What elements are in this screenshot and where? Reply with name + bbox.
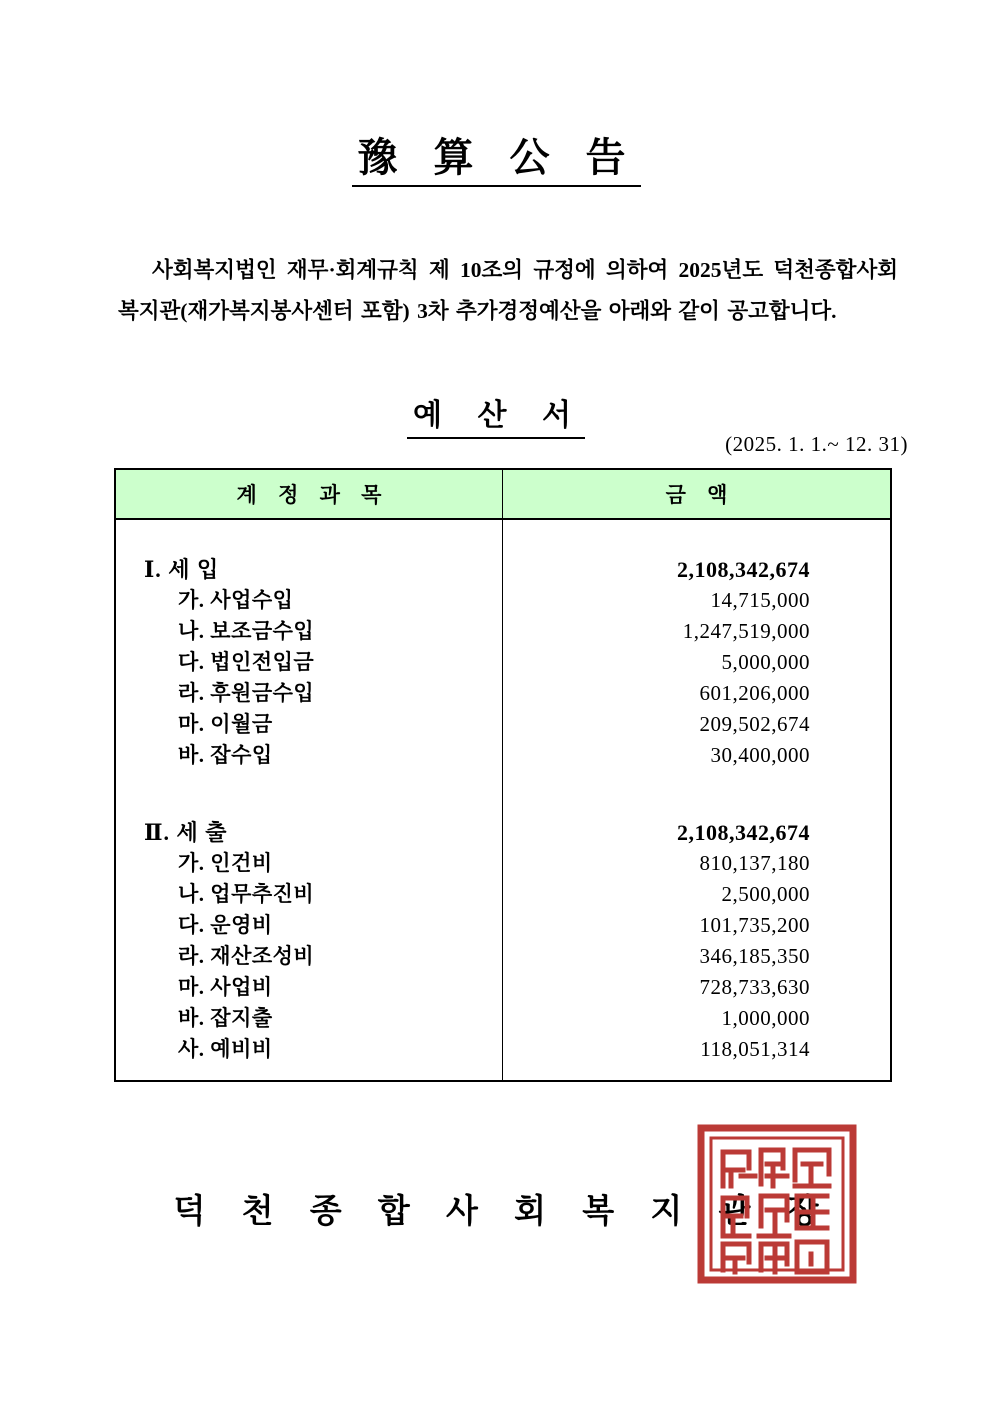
amount-value: 14,715,000	[710, 588, 810, 612]
list-item: 나. 보조금수입	[178, 619, 315, 643]
amount-value: 30,400,000	[710, 743, 810, 767]
amount-value: 810,137,180	[699, 851, 810, 875]
list-item: 바. 잡수입	[178, 743, 273, 767]
amount-value: 1,247,519,000	[682, 619, 810, 643]
amount-column	[503, 519, 892, 1081]
amount-value: 209,502,674	[699, 712, 810, 736]
list-item: 마. 사업비	[178, 975, 273, 999]
list-item: 사. 예비비	[178, 1037, 273, 1061]
amount-value: 728,733,630	[699, 975, 810, 999]
list-item: 마. 이월금	[178, 712, 273, 736]
section-label-expenditure: Ⅱ. 세 출	[144, 820, 228, 845]
column-header-account: 계 정 과 목	[115, 469, 503, 519]
section-revenue-amounts	[503, 554, 890, 771]
section-label-revenue: Ⅰ. 세 입	[144, 557, 220, 582]
amount-value: 346,185,350	[699, 944, 810, 968]
official-seal-stamp	[697, 1124, 857, 1284]
list-item: 라. 후원금수입	[178, 681, 315, 705]
intro-paragraph: 사회복지법인 재무·회계규칙 제 10조의 규정에 의하여 2025년도 덕천종합사회복지관(재가복지봉사센터 포함) 3차 추가경정예산을 아래와 같이 공고합니다.	[118, 257, 898, 323]
amount-value: 1,000,000	[721, 1006, 810, 1030]
amount-value: 2,500,000	[721, 882, 810, 906]
list-item: 바. 잡지출	[178, 1006, 273, 1030]
list-item: 가. 인건비	[178, 851, 273, 875]
list-item: 다. 운영비	[178, 913, 273, 937]
list-item: 다. 법인전입금	[178, 650, 315, 674]
account-column	[115, 519, 503, 1081]
amount-value: 601,206,000	[699, 681, 810, 705]
section-expenditure-amounts	[503, 817, 890, 1065]
amount-value: 118,051,314	[700, 1037, 810, 1061]
signature-line: 덕 천 종 합 사 회 복 지 관 장	[173, 1194, 833, 1230]
section-total-revenue: 2,108,342,674	[677, 557, 810, 582]
budget-table	[114, 468, 892, 1082]
amount-value: 5,000,000	[721, 650, 810, 674]
list-item: 라. 재산조성비	[178, 944, 315, 968]
section-total-expenditure: 2,108,342,674	[677, 820, 810, 845]
budget-period: (2025. 1. 1.~ 12. 31)	[725, 432, 908, 456]
list-item: 나. 업무추진비	[178, 882, 315, 906]
section-revenue-accounts	[116, 554, 502, 771]
list-item: 가. 사업수입	[178, 588, 294, 612]
document-title-text: 豫 算 公 告	[352, 136, 641, 187]
section-expenditure-accounts	[116, 817, 502, 1065]
column-header-amount: 금 액	[503, 469, 892, 519]
budget-statement-subtitle-text: 예 산 서	[407, 390, 585, 439]
table-header-row	[115, 469, 891, 519]
amount-value: 101,735,200	[699, 913, 810, 937]
document-title	[0, 136, 992, 187]
table-body-row	[115, 519, 891, 1081]
